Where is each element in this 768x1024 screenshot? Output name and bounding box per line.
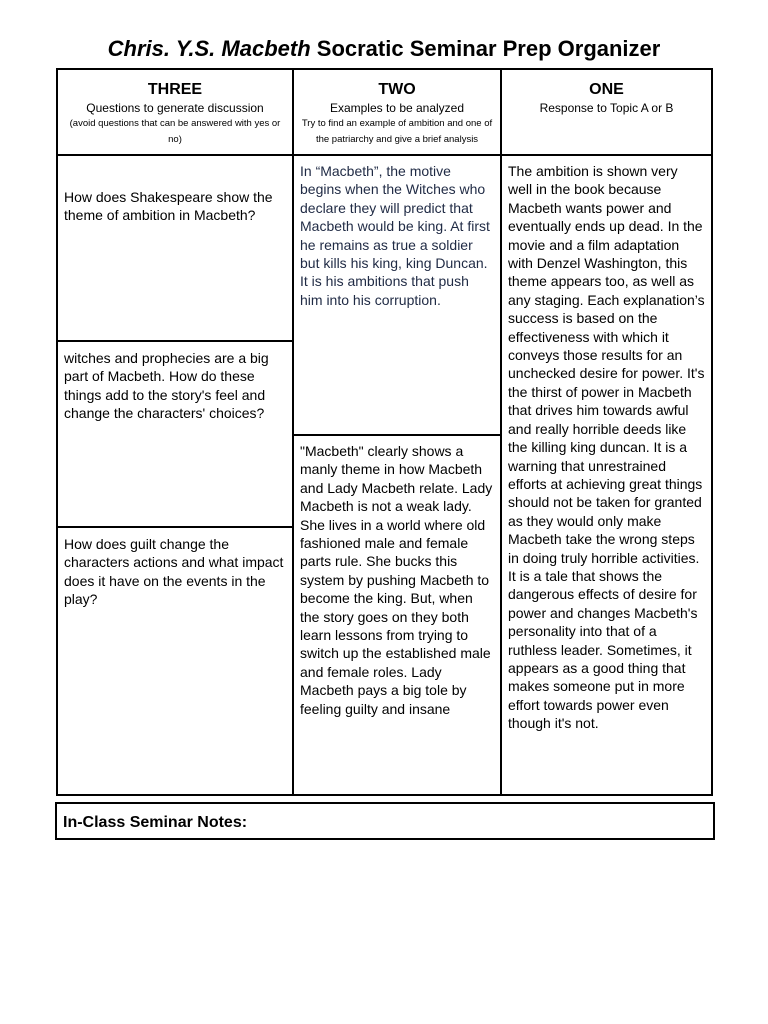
- column-two-note: Try to find an example of ambition and one of the patriarchy and give a brief analysis: [301, 118, 493, 145]
- seminar-notes-label: In-Class Seminar Notes:: [63, 814, 248, 831]
- column-one-header: [502, 70, 711, 156]
- question-cell-2[interactable]: witches and prophecies are a big part of Macbeth. How do these things add to the story's feel and change the characters' choices?: [58, 340, 292, 526]
- prep-organizer-table: [56, 68, 713, 796]
- response-cell[interactable]: The ambition is shown very well in the book because Macbeth wants power and eventually ends up dead. In the movie and a film adaptation with Denzel Washington, this theme appears too, as well as any staging. Each explanation’s success is based on the effectiveness with which it conveys those results for an unchecked desire for power. It's the thirst of power in Macbeth that drives him towards awful and really horrible deeds like the killing king duncan. It is a warning that unrestrained efforts at achieving great things should not be taken for granted as they would only make Macbeth take the wrong steps in doing truly horrible activities. It is a tale that shows the dangerous effects of desire for power and changes Macbeth's personality into that of a ruthless leader. Sometimes, it appears as a good thing that makes someone put in more effort towards power even though it's not.: [508, 163, 705, 732]
- example-cell-2[interactable]: "Macbeth" clearly shows a manly theme in how Macbeth and Lady Macbeth relate. Lady Macbeth is not a weak lady. She lives in a world where old fashioned male and female parts rule. She bucks this system by pushing Macbeth to become the king. But, when the story goes on they both learn lessons from trying to switch up the established male and female roles. Lady Macbeth pays a big tole by feeling guilty and insane: [294, 434, 500, 794]
- column-one-heading: ONE: [589, 81, 624, 98]
- column-three-header: [58, 70, 292, 156]
- seminar-notes-box[interactable]: [55, 802, 715, 840]
- column-two-subheading: Examples to be analyzed: [329, 101, 465, 115]
- title-student-name: Chris. Y.S.: [107, 36, 216, 61]
- column-two-header: [294, 70, 500, 156]
- column-one: [502, 70, 711, 794]
- column-three-note: (avoid questions that can be answered with yes or no): [69, 118, 281, 145]
- question-cell-1[interactable]: How does Shakespeare show the theme of ambition in Macbeth?: [64, 189, 273, 224]
- column-three-subheading: Questions to generate discussion: [86, 101, 264, 115]
- example-cell-1[interactable]: In “Macbeth”, the motive begins when the Witches who declare they will predict that Macbeth would be king. At first he remains as true a soldier but kills his king, king Duncan. It is his ambitions that push him into his corruption.: [300, 163, 490, 308]
- column-three: [58, 70, 294, 794]
- column-two-heading: TWO: [378, 81, 416, 98]
- column-one-subheading: Response to Topic A or B: [539, 101, 674, 115]
- page-title: [0, 36, 768, 62]
- title-work-name: Macbeth: [221, 36, 311, 61]
- column-two: [294, 70, 502, 794]
- column-three-heading: THREE: [147, 81, 203, 98]
- question-cell-3[interactable]: How does guilt change the characters actions and what impact does it have on the events in the play?: [58, 526, 292, 794]
- title-rest: Socratic Seminar Prep Organizer: [316, 36, 661, 61]
